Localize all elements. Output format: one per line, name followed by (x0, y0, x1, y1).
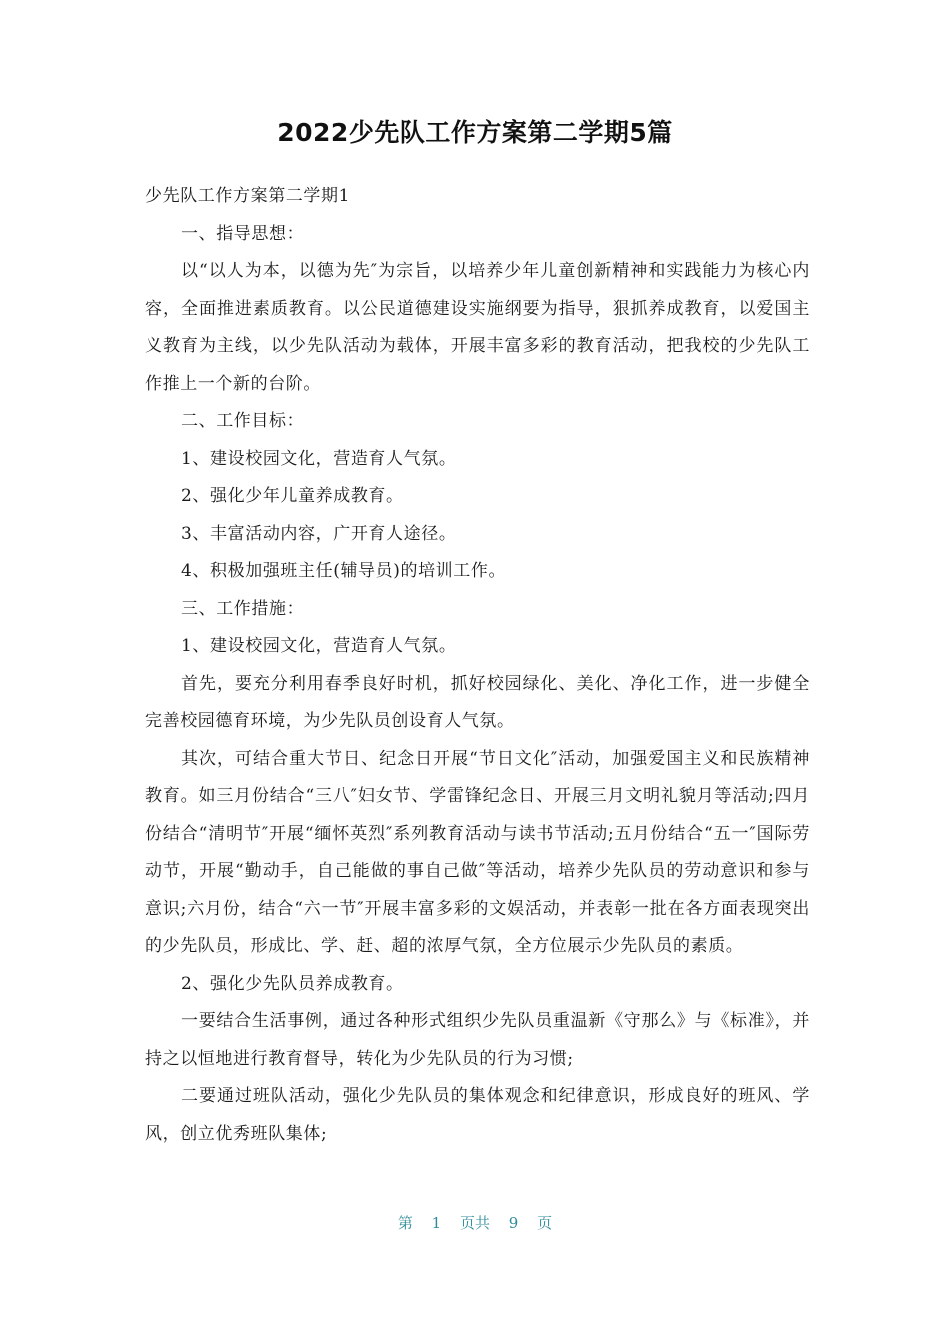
paragraph: 其次，可结合重大节日、纪念日开展“节日文化″活动，加强爱国主义和民族精神教育。如三月份结合“三八″妇女节、学雷锋纪念日、开展三月文明礼貌月等活动;四月份结合“清明节″开展“缅怀英烈″系列教育活动与读书节活动;五月份结合“五一″国际劳动节，开展“勤动手，自己能做的事自己做″等活动，培养少先队员的劳动意识和参与意识;六月份，结合“六一节″开展丰富多彩的文娱活动，并表彰一批在各方面表现突出的少先队员，形成比、学、赶、超的浓厚气氛，全方位展示少先队员的素质。 (145, 748, 810, 956)
paragraph: 一要结合生活事例，通过各种形式组织少先队员重温新《守那么》与《标准》，并持之以恒地进行教育督导，转化为少先队员的行为习惯; (145, 1011, 810, 1069)
section-heading: 少先队工作方案第二学期1 (145, 186, 351, 206)
paragraph: 2、强化少先队员养成教育。 (181, 973, 404, 994)
paragraph: 以“以人为本，以德为先″为宗旨，以培养少年儿童创新精神和实践能力为核心内容，全面推进素质教育。以公民道德建设实施纲要为指导，狠抓养成教育，以爱国主义教育为主线，以少先队活动为载体，开展丰富多彩的教育活动，把我校的少先队工作推上一个新的台阶。 (145, 261, 810, 394)
paragraph: 4、积极加强班主任(辅导员)的培训工作。 (181, 561, 507, 581)
paragraph: 首先，要充分利用春季良好时机，抓好校园绿化、美化、净化工作，进一步健全完善校园德育环境，为少先队员创设育人气氛。 (145, 673, 810, 731)
paragraph: 一、指导思想： (181, 223, 305, 244)
paragraph: 1、建设校园文化，营造育人气氛。 (181, 636, 457, 656)
document-title: 2022少先队工作方案第二学期5篇 (277, 118, 673, 147)
document-body (145, 178, 810, 1153)
page-number-footer: 第 1 页共 9 页 (397, 1214, 553, 1232)
paragraph: 2、强化少年儿童养成教育。 (181, 486, 404, 506)
paragraph: 二要通过班队活动，强化少先队员的集体观念和纪律意识，形成良好的班风、学风，创立优秀班队集体; (145, 1086, 810, 1144)
paragraph: 3、丰富活动内容，广开育人途径。 (181, 523, 457, 544)
paragraph: 三、工作措施： (181, 598, 305, 619)
paragraph: 二、工作目标： (181, 411, 305, 431)
paragraph: 1、建设校园文化，营造育人气氛。 (181, 448, 457, 469)
